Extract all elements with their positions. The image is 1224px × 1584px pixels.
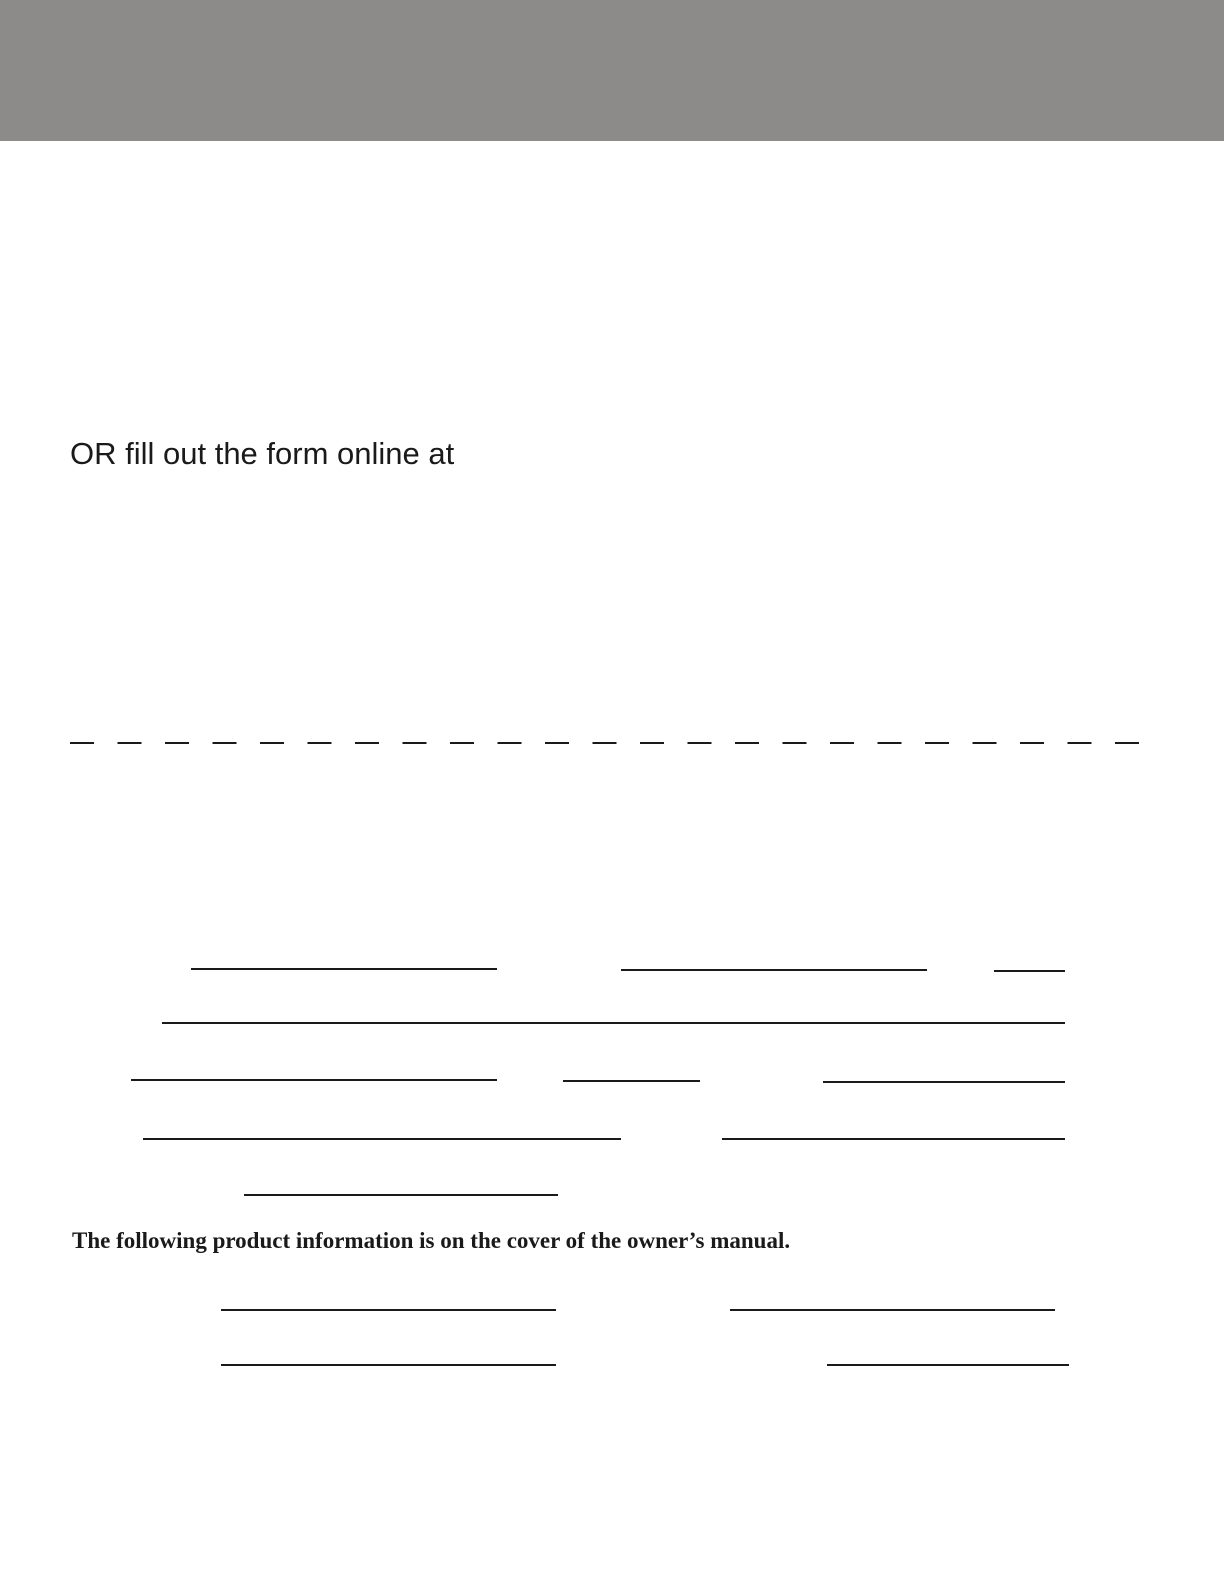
form-field-line[interactable] (722, 1138, 1065, 1140)
form-field-line[interactable] (162, 1022, 1065, 1024)
product-field-line[interactable] (221, 1309, 556, 1311)
product-field-line[interactable] (221, 1364, 556, 1366)
dashed-cut-line (70, 742, 1150, 744)
form-field-line[interactable] (191, 968, 497, 970)
form-field-line[interactable] (563, 1080, 700, 1082)
form-field-line[interactable] (244, 1194, 558, 1196)
form-field-line[interactable] (131, 1079, 497, 1081)
header-band (0, 0, 1224, 141)
form-field-line[interactable] (143, 1138, 621, 1140)
product-field-line[interactable] (730, 1309, 1055, 1311)
online-form-instruction: OR fill out the form online at (70, 436, 455, 471)
form-field-line[interactable] (994, 970, 1065, 972)
form-field-line[interactable] (621, 969, 927, 971)
product-field-line[interactable] (827, 1364, 1069, 1366)
product-info-note: The following product information is on the cover of the owner’s manual. (72, 1228, 791, 1253)
form-field-line[interactable] (823, 1081, 1065, 1083)
